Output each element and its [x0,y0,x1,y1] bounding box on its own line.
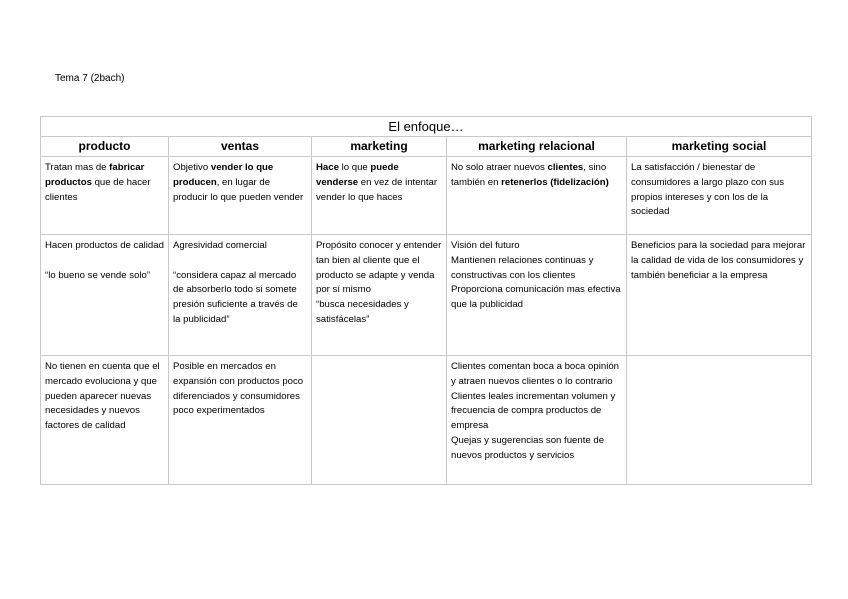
table-row [41,356,812,485]
cell-marketing-caracteristicas [312,235,447,356]
cell-text: en vez de intentar vender lo que haces [316,176,438,203]
cell-text: , en lugar de producir lo que pueden vender [173,176,304,203]
cell-text-bold: clientes [547,162,584,173]
cell-line: Hacen productos de calidad [45,240,164,251]
cell-line: Clientes leales incrementan volumen y frecuencia de compra productos de empresa [451,390,616,432]
cell-line: No tienen en cuenta que el mercado evoluciona y que pueden aparecer nuevas necesidades y nuevos factores de calidad [45,361,160,432]
cell-line: Quejas y sugerencias son fuente de nuevos productos y servicios [451,434,605,461]
cell-text: No solo atraer nuevos [451,162,548,173]
cell-line: “considera capaz al mercado de absorberlo todo si somete presión suficiente a través de la publicidad” [173,269,298,325]
cell-line: “busca necesidades y satisfácelas” [316,299,409,325]
cell-relacional-caracteristicas [447,235,627,356]
table-title: El enfoque… [41,117,812,137]
cell-social-limitaciones [627,356,812,485]
table-row [41,157,812,235]
cell-line: Propósito conocer y entender tan bien al cliente que el producto se adapte y venda por sí mismo [316,240,442,296]
cell-line: Agresividad comercial [173,240,267,251]
cell-text: , sino también en [451,162,607,188]
cell-line: Clientes comentan boca a boca opinión y atraen nuevos clientes o lo contrario [451,361,620,387]
cell-line: Beneficios para la sociedad para mejorar la calidad de vida de los consumidores y también beneficiar a la empresa [631,240,806,281]
cell-ventas-limitaciones [169,356,312,485]
cell-text: lo que [338,162,371,173]
cell-text-bold: puede venderse [316,162,399,188]
cell-social-caracteristicas [627,235,812,356]
cell-producto-definicion [41,157,169,235]
cell-ventas-definicion [169,157,312,235]
cell-marketing-definicion [312,157,447,235]
cell-text: que de hacer clientes [45,176,151,203]
column-header-ventas: ventas [169,137,312,157]
cell-social-definicion [627,157,812,235]
cell-line: Proporciona comunicación mas efectiva que la publicidad [451,284,621,311]
cell-text-bold: Hace [316,162,339,173]
table-row [41,235,812,356]
column-header-producto: producto [41,137,169,157]
cell-line: Posible en mercados en expansión con productos poco diferenciados y consumidores poco experimentados [173,361,304,417]
document-header: Tema 7 (2bach) [55,73,125,84]
cell-text-bold: fabricar [109,162,145,173]
cell-relacional-definicion [447,157,627,235]
column-header-marketing: marketing [312,137,447,157]
cell-line: Visión del futuro [451,240,520,251]
cell-producto-caracteristicas [41,235,169,356]
cell-text-bold: retenerlos (fidelización) [501,176,609,188]
column-header-marketing-relacional: marketing relacional [447,137,627,157]
column-header-marketing-social: marketing social [627,137,812,157]
cell-text: Tratan mas de [45,162,110,173]
cell-ventas-caracteristicas [169,235,312,356]
cell-text: Objetivo [173,162,211,173]
cell-relacional-limitaciones [447,356,627,485]
cell-marketing-limitaciones [312,356,447,485]
cell-line: “lo bueno se vende solo” [45,269,151,281]
cell-text-bold: vender lo que producen [173,162,274,188]
cell-line: Mantienen relaciones continuas y constructivas con los clientes [451,254,594,281]
cell-text-bold: productos [45,176,92,188]
cell-producto-limitaciones [41,356,169,485]
enfoque-table [40,116,812,485]
cell-text: La satisfacción / bienestar de consumidores a largo plazo con sus propios intereses y con los de la sociedad [631,162,785,218]
